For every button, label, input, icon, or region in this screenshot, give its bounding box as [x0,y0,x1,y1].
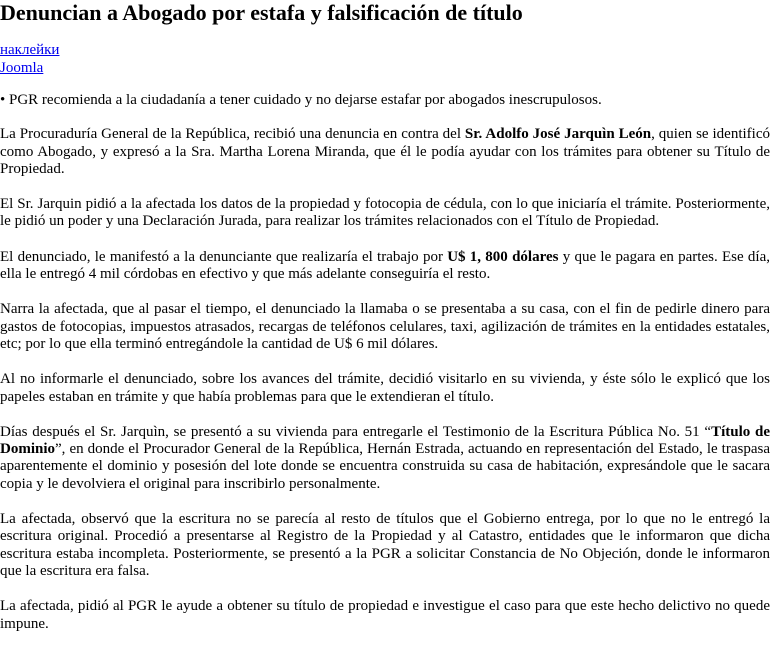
link-joomla[interactable]: Joomla [0,60,44,76]
bullet-summary: • PGR recomienda a la ciudadanía a tener cuidado y no dejarse estafar por abogados inescrupulosos. [0,92,602,108]
paragraph-6-text-a: Días después el Sr. Jarquìn, se presentó a su vivienda para entregarle el Testimonio de la Escritura Pública No. 51 “ [0,423,712,440]
paragraph-2: El Sr. Jarquin pidió a la afectada los datos de la propiedad y fotocopia de cédula, con lo que iniciaría el trámite. Posteriormente, le pidió un poder y una Declaración Jurada, para realizar los trámites relacionados con el Título de Propiedad. [0,196,770,230]
article-title: Denuncian a Abogado por estafa y falsificación de título [0,0,523,25]
paragraph-6-text-b: ”, en donde el Procurador General de la República, Hernán Estrada, actuando en representación del Estado, le traspasa aparentemente el dominio y posesión del lote donde se encuentra construida su casa de habitación, expresándole que le sacara copia y le devolviera el original para inscribirlo personalmente. [0,441,770,492]
paragraph-3-bold: U$ 1, 800 dólares [447,248,559,265]
paragraph-6-bold: Título de Dominio [0,423,770,458]
tag-links [0,41,770,77]
paragraph-1 [0,126,770,178]
paragraph-1-bold: Sr. Adolfo José Jarquìn León [464,126,652,143]
paragraph-1-text-b: , quien se identificó como Abogado, y expresó a la Sra. Martha Lorena Miranda, que él le podía ayudar con los trámites para obtener su Título de Propiedad. [0,126,770,177]
paragraph-1-text-a: La Procuraduría General de la República, recibió una denuncia en contra del [0,126,465,143]
paragraph-4: Narra la afectada, que al pasar el tiempo, el denunciado la llamaba o se presentaba a su casa, con el fin de pedirle dinero para gastos de fotocopias, impuestos atrasados, recargas de teléfonos celulares, taxi, agilización de trámites en la entidades estatales, etc; por lo que ella terminó entregándole la cantidad de U$ 6 mil dólares. [0,301,770,352]
paragraph-8: La afectada, pidió al PGR le ayude a obtener su título de propiedad e investigue el caso para que este hecho delictivo no quede impune. [0,598,770,632]
paragraph-6 [0,424,770,493]
paragraph-3 [0,249,770,284]
paragraph-3-text-b: y que le pagara en partes. Ese día, ella le entregó 4 mil córdobas en efectivo y que más adelante conseguiría el resto. [0,248,770,283]
link-nakleiki[interactable]: наклейки [0,42,60,58]
paragraph-5: Al no informarle el denunciado, sobre los avances del trámite, decidió visitarlo en su vivienda, y éste sólo le explicó que los papeles estaban en trámite y que había problemas para que le extendieran el título. [0,371,770,405]
paragraph-7: La afectada, observó que la escritura no se parecía al resto de títulos que el Gobierno entrega, por lo que no le entregó la escritura original. Procedió a presentarse al Registro de la Propiedad y al Catastro, entidades que le informaron que dicha escritura estaba incompleta. Posteriormente, se presentó a la PGR a solicitar Constancia de No Objeción, donde le informaron que la escritura era falsa. [0,511,770,579]
paragraph-3-text-a: El denunciado, le manifestó a la denunciante que realizaría el trabajo por [0,248,448,265]
